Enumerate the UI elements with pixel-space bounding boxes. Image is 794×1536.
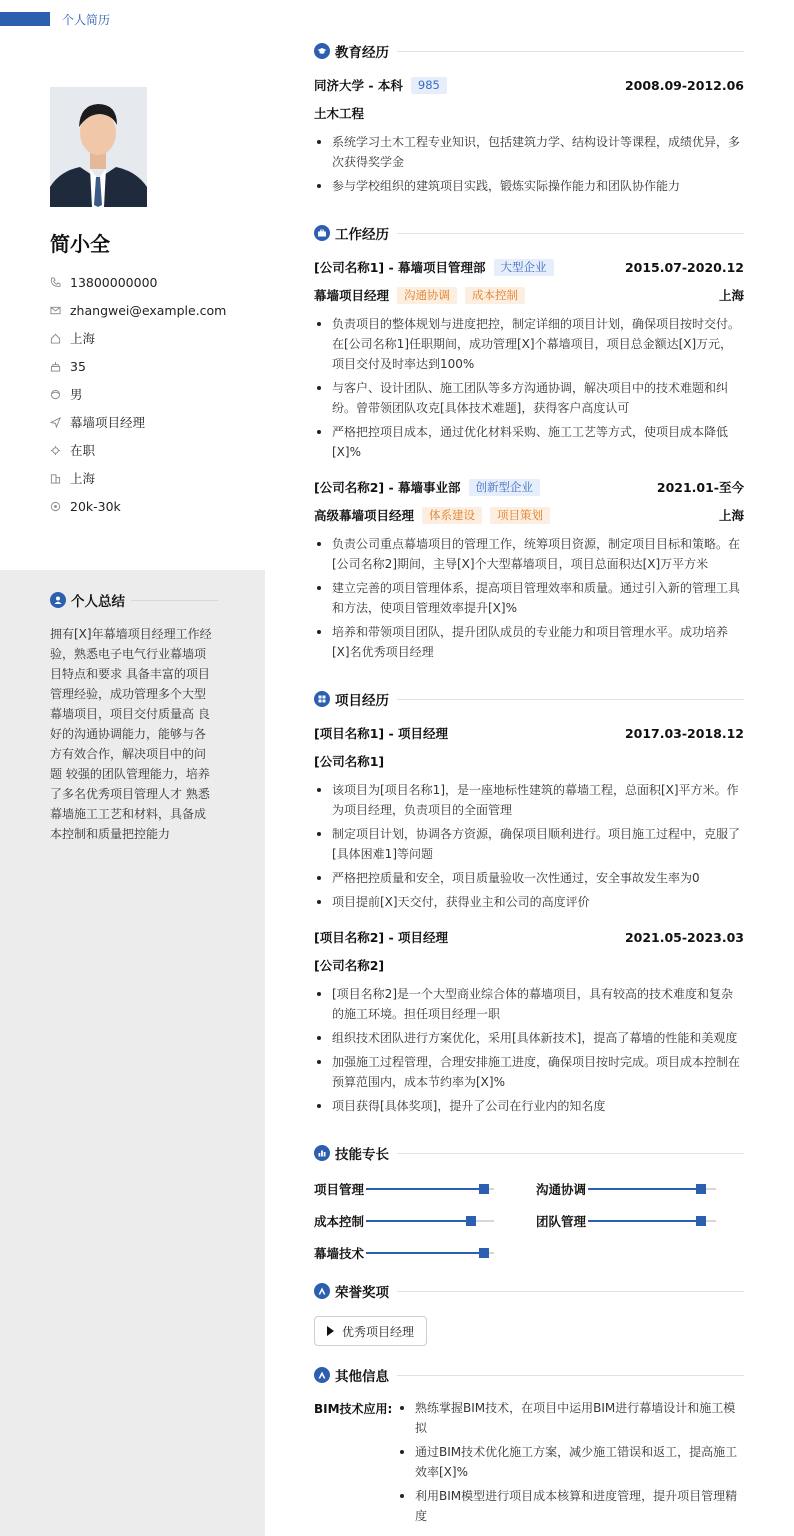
skill-item: 成本控制 xyxy=(314,1212,494,1230)
job-1-header xyxy=(314,258,744,276)
project-company: [公司名称2] xyxy=(314,958,385,973)
list-item: 负责公司重点幕墙项目的管理工作，统筹项目资源，制定项目目标和策略。在[公司名称2]期间，主导[X]个大型幕墙项目，项目总面积达[X]万平方米 xyxy=(314,534,744,574)
project-1-header xyxy=(314,724,744,742)
list-item: 系统学习土木工程专业知识，包括建筑力学、结构设计等课程，成绩优异，多次获得奖学金 xyxy=(314,132,744,172)
list-item: 严格把控质量和安全，项目质量验收一次性通过，安全事故发生率为0 xyxy=(314,868,744,888)
school-tag: 985 xyxy=(411,77,447,94)
list-item: 严格把控项目成本，通过优化材料采购、施工工艺等方式，使项目成本降低[X]% xyxy=(314,422,744,462)
status-icon xyxy=(50,445,70,456)
job-position: 高级幕墙项目经理 xyxy=(314,508,415,523)
project-period: 2021.05-2023.03 xyxy=(624,929,744,945)
company-tag: 大型企业 xyxy=(494,259,554,276)
education-major-row xyxy=(314,104,744,122)
list-item: 利用BIM模型进行项目成本核算和进度管理，提升项目管理精度 xyxy=(397,1486,744,1526)
other-label: BIM技术应用: xyxy=(314,1402,393,1416)
project-1-bullets xyxy=(314,780,744,916)
job-1-bullets xyxy=(314,314,744,466)
project-name: [项目名称1] - 项目经理 xyxy=(314,726,449,741)
info-row-gender: 男 xyxy=(50,380,250,408)
list-item: 建立完善的项目管理体系，提高项目管理效率和质量。通过引入新的管理工具和方法，使项目管理效率提升[X]% xyxy=(314,578,744,618)
info-row-city: 上海 xyxy=(50,464,250,492)
other-bullets xyxy=(397,1398,744,1530)
list-item: 制定项目计划，协调各方资源，确保项目顺利进行。项目施工过程中，克服了[具体困难1]等问题 xyxy=(314,824,744,864)
other-heading: 其他信息 xyxy=(314,1365,744,1385)
list-item: 项目获得[具体奖项]，提升了公司在行业内的知名度 xyxy=(314,1096,744,1116)
education-heading: 教育经历 xyxy=(314,41,744,61)
graduation-cap-icon xyxy=(314,43,330,59)
job-1-position-row xyxy=(314,286,744,304)
list-item: 该项目为[项目名称1]，是一座地标性建筑的幕墙工程，总面积[X]平方米。作为项目经理，负责项目的全面管理 xyxy=(314,780,744,820)
info-row-phone: 13800000000 xyxy=(50,268,250,296)
project-company: [公司名称1] xyxy=(314,754,385,769)
grid-icon xyxy=(314,691,330,707)
skill-tag: 沟通协调 xyxy=(397,287,457,304)
skill-level-bar xyxy=(366,1252,494,1254)
skill-item: 团队管理 xyxy=(536,1212,716,1230)
skill-tag: 体系建设 xyxy=(422,507,482,524)
award-icon xyxy=(314,1283,330,1299)
salary-icon xyxy=(50,501,70,512)
job-city: 上海 xyxy=(718,288,744,303)
list-item: 参与学校组织的建筑项目实践，锻炼实际操作能力和团队协作能力 xyxy=(314,176,744,196)
education-header-row xyxy=(314,76,744,94)
list-item: 与客户、设计团队、施工团队等多方沟通协调，解决项目中的技术难题和纠纷。曾带领团队攻克[具体技术难题]，获得客户高度认可 xyxy=(314,378,744,418)
phone-icon xyxy=(50,277,70,288)
skill-level-bar xyxy=(588,1220,716,1222)
summary-text: 拥有[X]年幕墙项目经理工作经验，熟悉电子电气行业幕墙项目特点和要求 具备丰富的项目管理经验，成功管理多个大型幕墙项目，项目交付质量高 良好的沟通协调能力，能够与各方有效合作，解决项目中的问题 较强的团队管理能力，培养了多名优秀项目管理人才 熟悉幕墙施工工艺和材料，具备成本控制和质量把控能力 xyxy=(50,627,212,841)
skill-item: 幕墙技术 xyxy=(314,1244,494,1262)
project-period: 2017.03-2018.12 xyxy=(624,725,744,741)
job-2-position-row xyxy=(314,506,744,524)
info-row-age: 35 xyxy=(50,352,250,380)
project-2-bullets xyxy=(314,984,744,1120)
education-bullets xyxy=(314,132,744,200)
info-row-status: 在职 xyxy=(50,436,250,464)
job-city: 上海 xyxy=(718,508,744,523)
gender-icon xyxy=(50,389,70,400)
list-item: 负责项目的整体规划与进度把控，制定详细的项目计划，确保项目按时交付。在[公司名称1]任职期间，成功管理[X]个幕墙项目，项目总金额达[X]万元，项目交付及时率达到100% xyxy=(314,314,744,374)
avatar xyxy=(50,87,147,207)
bar-chart-icon xyxy=(314,1145,330,1161)
contact-info xyxy=(50,268,250,520)
skill-item: 项目管理 xyxy=(314,1180,494,1198)
skills-heading: 技能专长 xyxy=(314,1143,744,1163)
job-2-header xyxy=(314,478,744,496)
project-2-company-row xyxy=(314,956,744,974)
job-position: 幕墙项目经理 xyxy=(314,288,390,303)
list-item: 组织技术团队进行方案优化，采用[具体新技术]，提高了幕墙的性能和美观度 xyxy=(314,1028,744,1048)
summary-heading: 个人总结 xyxy=(50,590,218,610)
list-item: 熟练掌握BIM技术，在项目中运用BIM进行幕墙设计和施工模拟 xyxy=(397,1398,744,1438)
age-icon xyxy=(50,361,70,372)
email-icon xyxy=(50,305,70,316)
skill-level-bar xyxy=(366,1220,494,1222)
work-heading: 工作经历 xyxy=(314,223,744,243)
list-item: 加强施工过程管理，合理安排施工进度，确保项目按时完成。项目成本控制在预算范围内，成本节约率为[X]% xyxy=(314,1052,744,1092)
project-1-company-row xyxy=(314,752,744,770)
briefcase-icon xyxy=(314,225,330,241)
list-item: 通过BIM技术优化施工方案，减少施工错误和返工，提高施工效率[X]% xyxy=(397,1442,744,1482)
user-icon xyxy=(50,592,66,608)
other-info xyxy=(314,1398,744,1530)
list-item: [项目名称2]是一个大型商业综合体的幕墙项目，具有较高的技术难度和复杂的施工环境。担任项目经理一职 xyxy=(314,984,744,1024)
job-company: [公司名称1] - 幕墙项目管理部 xyxy=(314,260,486,275)
sidebar xyxy=(0,0,265,1536)
info-icon xyxy=(314,1367,330,1383)
skill-level-bar xyxy=(588,1188,716,1190)
job-icon xyxy=(50,417,70,428)
projects-heading: 项目经历 xyxy=(314,689,744,709)
project-name: [项目名称2] - 项目经理 xyxy=(314,930,449,945)
job-2-bullets xyxy=(314,534,744,666)
person-name: 简小全 xyxy=(50,232,110,256)
skill-tag: 成本控制 xyxy=(465,287,525,304)
info-row-job: 幕墙项目经理 xyxy=(50,408,250,436)
job-period: 2021.01-至今 xyxy=(656,480,744,495)
honors-heading: 荣誉奖项 xyxy=(314,1281,744,1301)
play-icon xyxy=(327,1326,334,1336)
major: 土木工程 xyxy=(314,106,365,121)
company-tag: 创新型企业 xyxy=(469,479,541,496)
job-period: 2015.07-2020.12 xyxy=(624,259,744,275)
skill-level-bar xyxy=(366,1188,494,1190)
skill-item: 沟通协调 xyxy=(536,1180,716,1198)
list-item: 培养和带领项目团队，提升团队成员的专业能力和项目管理水平。成功培养[X]名优秀项目经理 xyxy=(314,622,744,662)
home-icon xyxy=(50,333,70,344)
skill-tag: 项目策划 xyxy=(490,507,550,524)
info-row-salary: 20k-30k xyxy=(50,492,250,520)
header-label: 个人简历 xyxy=(62,13,111,27)
city-icon xyxy=(50,473,70,484)
education-period: 2008.09-2012.06 xyxy=(624,77,744,93)
info-row-home: 上海 xyxy=(50,324,250,352)
job-company: [公司名称2] - 幕墙事业部 xyxy=(314,480,461,495)
honor-badge: 优秀项目经理 xyxy=(314,1316,427,1346)
info-row-email: zhangwei@example.com xyxy=(50,296,250,324)
list-item: 项目提前[X]天交付，获得业主和公司的高度评价 xyxy=(314,892,744,912)
school-name: 同济大学 - 本科 xyxy=(314,78,403,93)
project-2-header xyxy=(314,928,744,946)
